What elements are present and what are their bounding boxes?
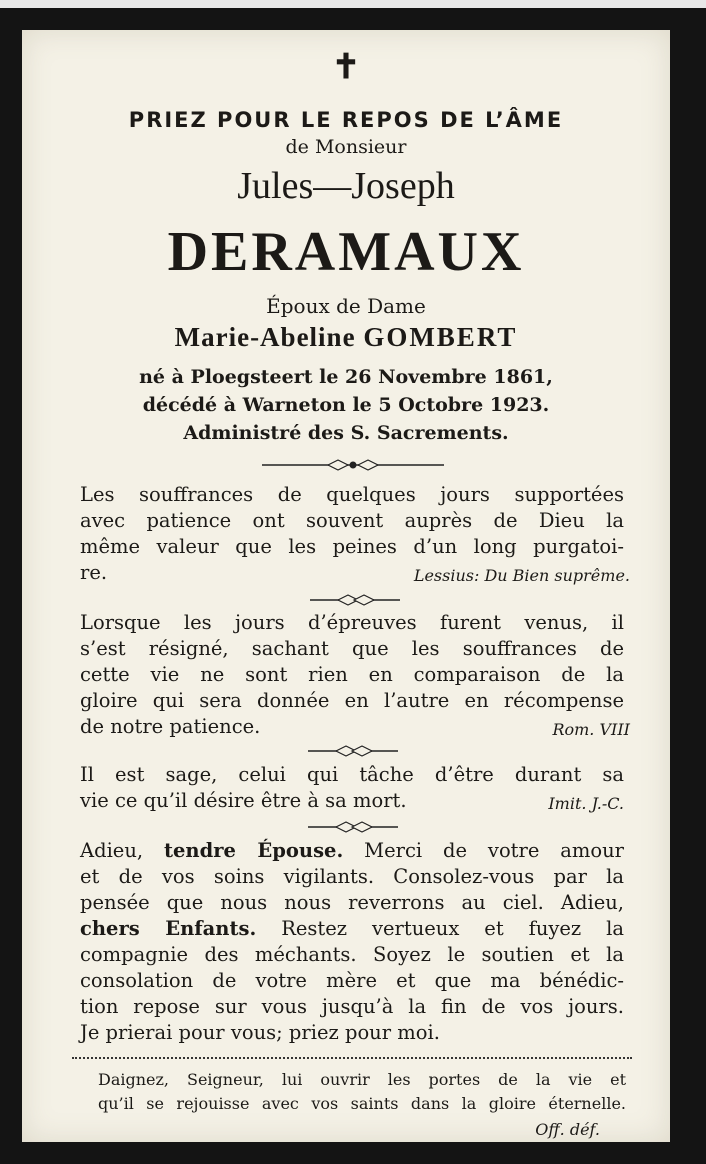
text-line: cette vie ne sont rien en comparaison de la [80, 663, 624, 686]
text-line: compagnie des méchants. Soyez le soutien et la [80, 943, 624, 966]
ornament-divider [262, 458, 444, 472]
citation: Off. déf. [535, 1120, 600, 1139]
text-line-with-citation [80, 714, 630, 740]
text-line: Lorsque les jours d’épreuves furent venus, il [80, 611, 624, 634]
text-line [80, 838, 624, 864]
text-fragment: Restez vertueux et fuyez la [281, 917, 625, 940]
ornament-divider [308, 820, 398, 834]
text-line: de notre patience. [80, 715, 261, 738]
ornament-divider [310, 593, 400, 607]
surname: DERAMAUX [167, 221, 525, 283]
text-line: Il est sage, celui qui tâche d’être durant sa [80, 763, 624, 786]
first-names: Jules—Joseph [237, 165, 455, 207]
sacraments-line: Administré des S. Sacrements. [183, 422, 509, 444]
text-line-with-citation [80, 788, 624, 814]
wife-last-name: GOMBERT [363, 322, 518, 352]
dotted-separator [72, 1057, 632, 1059]
paragraph-2 [80, 610, 630, 740]
paragraph-3 [80, 762, 624, 814]
memorial-card [22, 30, 670, 1142]
citation: Rom. VIII [552, 720, 630, 739]
citation: Imit. J.-C. [548, 794, 624, 813]
paragraph-4 [80, 838, 624, 1046]
text-line [80, 916, 624, 942]
de-monsieur: de Monsieur [285, 136, 407, 158]
text-line: Les souffrances de quelques jours supportées [80, 483, 624, 506]
prayer-heading: PRIEZ POUR LE REPOS DE L’ÂME [128, 108, 564, 132]
text-line: s’est résigné, sachant que les souffrances de [80, 637, 624, 660]
text-line: consolation de votre mère et que ma bénédic- [80, 969, 624, 992]
ornament-divider [308, 744, 398, 758]
text-line: avec patience ont souvent auprès de Dieu la [80, 509, 624, 532]
text-line: Daignez, Seigneur, lui ouvrir les portes de la vie et [98, 1070, 626, 1089]
wife-first-name: Marie-Abeline [174, 322, 356, 352]
paragraph-1 [80, 482, 630, 586]
text-line: Je prierai pour vous; priez pour moi. [80, 1021, 440, 1044]
final-prayer [98, 1068, 626, 1116]
text-line: pensée que nous nous reverrons au ciel. Adieu, [80, 891, 624, 914]
bold-phrase: tendre Épouse. [164, 839, 344, 862]
text-fragment: Merci de votre amour [364, 839, 624, 862]
text-line: gloire qui sera donnée en l’autre en récompense [80, 689, 624, 712]
text-line: vie ce qu’il désire être à sa mort. [80, 789, 407, 812]
epoux-de-dame: Époux de Dame [266, 294, 426, 318]
text-line: re. [80, 561, 108, 584]
birth-line: né à Ploegsteert le 26 Novembre 1861, [139, 366, 553, 388]
text-fragment: Adieu, [80, 839, 144, 862]
text-line: même valeur que les peines d’un long purgatoi- [80, 535, 624, 558]
text-line: et de vos soins vigilants. Consolez-vous par la [80, 865, 624, 888]
text-line: tion repose sur vous jusqu’à la fin de vos jours. [80, 995, 624, 1018]
card-border-top [0, 0, 706, 8]
death-line: décédé à Warneton le 5 Octobre 1923. [142, 394, 550, 416]
citation: Lessius: Du Bien suprême. [413, 566, 630, 585]
text-line: qu’il se rejouisse avec vos saints dans la gloire éternelle. [98, 1094, 626, 1113]
wife-name [22, 322, 670, 353]
text-line-with-citation [80, 560, 630, 586]
bold-phrase: chers Enfants. [80, 917, 257, 940]
cross-icon: ✝ [331, 47, 361, 87]
